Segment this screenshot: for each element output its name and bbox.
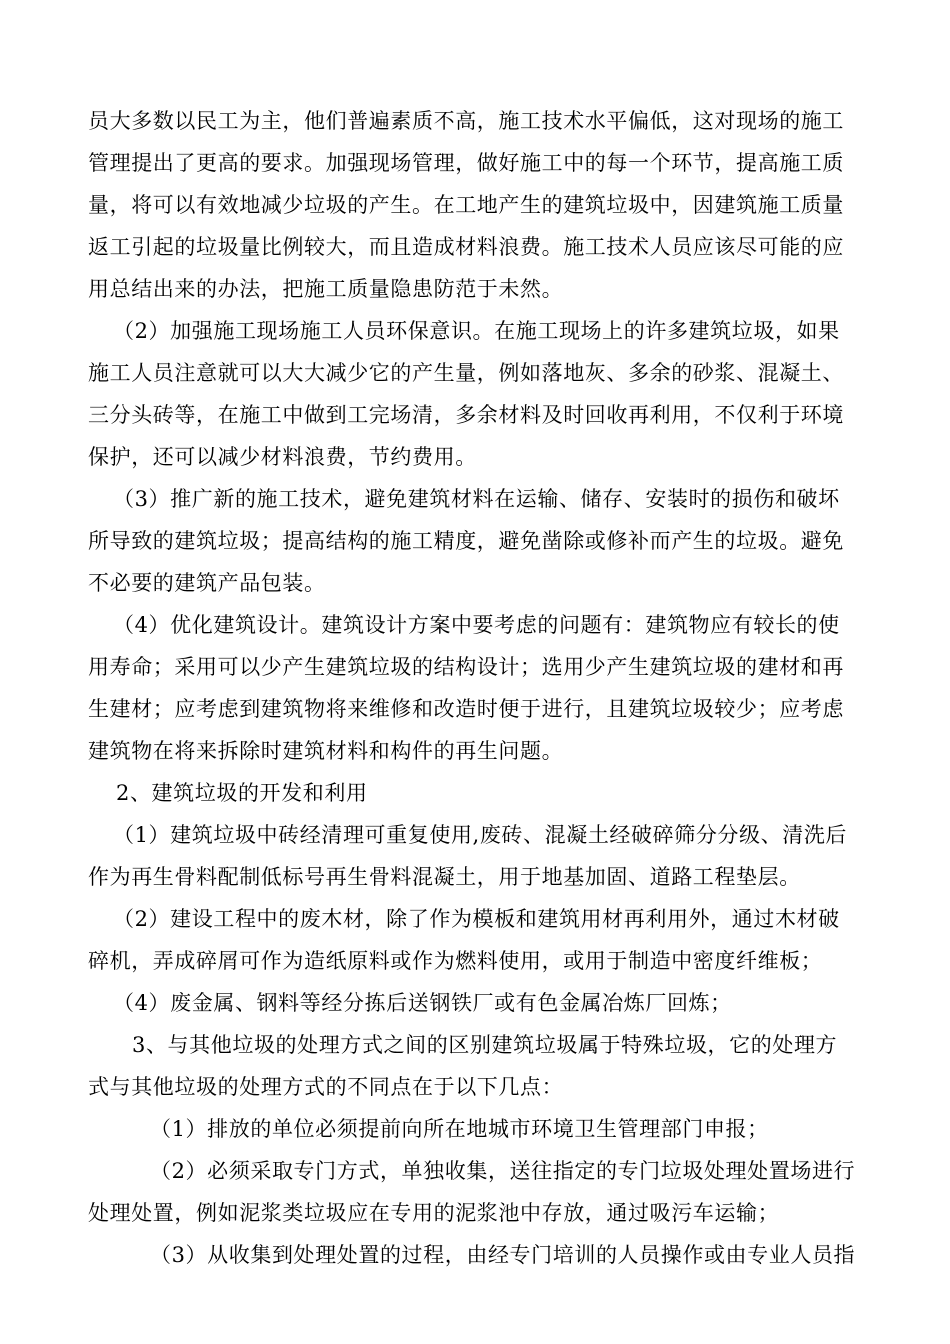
paragraph-start-line: （4）废金属、钢料等经分拣后送钢铁厂或有色金属冶炼厂回炼； bbox=[113, 991, 732, 1015]
body-text-line: 量，将可以有效地减少垃圾的产生。在工地产生的建筑垃圾中，因建筑施工质量 bbox=[88, 193, 844, 217]
paragraph-start-line: （3）从收集到处理处置的过程，由经专门培训的人员操作或由专业人员指 bbox=[150, 1243, 856, 1267]
paragraph-start-line: （2）加强施工现场施工人员环保意识。在施工现场上的许多建筑垃圾，如果 bbox=[113, 319, 840, 343]
paragraph-start-line: （2）必须采取专门方式，单独收集，送往指定的专门垃圾处理处置场进行 bbox=[150, 1159, 856, 1183]
body-text-line: 管理提出了更高的要求。加强现场管理，做好施工中的每一个环节，提高施工质 bbox=[88, 151, 844, 175]
body-text-line: 返工引起的垃圾量比例较大，而且造成材料浪费。施工技术人员应该尽可能的应 bbox=[88, 235, 844, 259]
body-text-line: 所导致的建筑垃圾；提高结构的施工精度，避免凿除或修补而产生的垃圾。避免 bbox=[88, 529, 844, 553]
body-text-line: 保护，还可以减少材料浪费，节约费用。 bbox=[88, 445, 477, 469]
paragraph-start-line: （1）排放的单位必须提前向所在地城市环境卫生管理部门申报； bbox=[150, 1117, 769, 1141]
paragraph-start-line: （4）优化建筑设计。建筑设计方案中要考虑的问题有：建筑物应有较长的使 bbox=[113, 613, 840, 637]
body-text-line: 员大多数以民工为主，他们普遍素质不高，施工技术水平偏低，这对现场的施工 bbox=[88, 109, 844, 133]
body-text-line: 用寿命；采用可以少产生建筑垃圾的结构设计；选用少产生建筑垃圾的建材和再 bbox=[88, 655, 844, 679]
body-text-line: 不必要的建筑产品包装。 bbox=[88, 571, 326, 595]
body-text-line: 用总结出来的办法，把施工质量隐患防范于未然。 bbox=[88, 277, 564, 301]
subsection-heading: 2、建筑垃圾的开发和利用 bbox=[116, 781, 368, 805]
body-text-line: 施工人员注意就可以大大减少它的产生量，例如落地灰、多余的砂浆、混凝土、 bbox=[88, 361, 844, 385]
paragraph-start-line: （1）建筑垃圾中砖经清理可重复使用,废砖、混凝土经破碎筛分分级、清洗后 bbox=[113, 823, 848, 847]
paragraph-start-line: （3）推广新的施工技术，避免建筑材料在运输、储存、安装时的损伤和破坏 bbox=[113, 487, 840, 511]
body-text-line: 碎机，弄成碎屑可作为造纸原料或作为燃料使用，或用于制造中密度纤维板； bbox=[88, 949, 823, 973]
body-text-line: 式与其他垃圾的处理方式的不同点在于以下几点： bbox=[88, 1075, 564, 1099]
paragraph-start-line: （2）建设工程中的废木材，除了作为模板和建筑用材再利用外，通过木材破 bbox=[113, 907, 840, 931]
body-text-line: 生建材；应考虑到建筑物将来维修和改造时便于进行，且建筑垃圾较少；应考虑 bbox=[88, 697, 844, 721]
body-text-line: 处理处置，例如泥浆类垃圾应在专用的泥浆池中存放，通过吸污车运输； bbox=[88, 1201, 780, 1225]
body-text-line: 三分头砖等，在施工中做到工完场清，多余材料及时回收再利用，不仅利于环境 bbox=[88, 403, 844, 427]
subsection-heading: 3、与其他垃圾的处理方式之间的区别建筑垃圾属于特殊垃圾，它的处理方 bbox=[132, 1033, 838, 1057]
body-text-line: 作为再生骨料配制低标号再生骨料混凝土，用于地基加固、道路工程垫层。 bbox=[88, 865, 801, 889]
body-text-line: 建筑物在将来拆除时建筑材料和构件的再生问题。 bbox=[88, 739, 564, 763]
